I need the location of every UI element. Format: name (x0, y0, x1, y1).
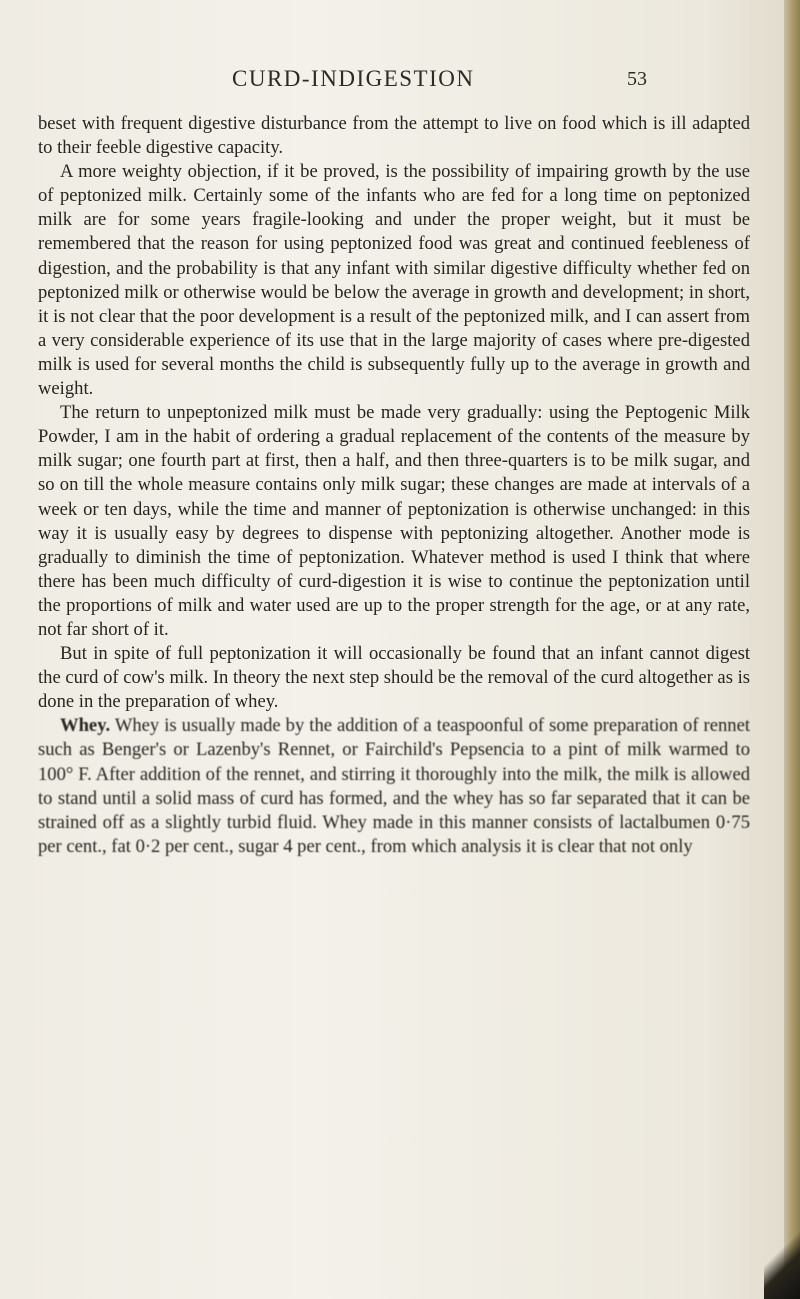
page-edge-shadow (784, 0, 800, 1299)
paragraph-4: But in spite of full peptonization it will occasionally be found that an infant cannot digest the curd of cow's milk. In theory the next step should be the removal of the curd altogether as is done in the preparation of whey. (38, 643, 750, 713)
paragraph-2: A more weighty objection, if it be proved, is the possibility of impairing growth by the use of peptonized milk. Certainly some of the infants who are fed for a long time on peptonized milk are for some years fragile-looking and under the proper weight, but it must be remembered that the reason for using peptonized food was great and continued feebleness of digestion, and the probability is that any infant with similar digestive difficulty whether fed on peptonized milk or otherwise would be below the average in growth and development; in short, it is not clear that the poor development is a result of the peptonized milk, and I can assert from a very considerable experience of its use that in the large majority of cases where pre-digested milk is used for several months the child is subsequently fully up to the average in growth and weight. (38, 161, 750, 400)
body-text (38, 112, 750, 859)
page-corner-shadow (764, 1220, 800, 1299)
page-header (0, 66, 784, 106)
running-head: CURD-INDIGESTION (232, 66, 475, 91)
page-number: 53 (627, 68, 647, 90)
paragraph-5 (38, 714, 750, 859)
paragraph-3: The return to unpeptonized milk must be made very gradually: using the Peptogenic Milk Powder, I am in the habit of ordering a gradual replacement of the contents of the measure by milk sugar; one fourth part at first, then a half, and then three-quarters is to be milk sugar, and so on till the whole measure contains only milk sugar; these changes are made at intervals of a week or ten days, while the time and manner of peptonization is otherwise unchanged: in this way it is usually easy by degrees to dispense with peptonizing altogether. Another mode is gradually to diminish the time of peptonization. Whatever method is used I think that where there has been much difficulty of curd-digestion it is wise to continue the peptonization until the proportions of milk and water used are up to the proper strength for the age, or at any rate, not far short of it. (38, 402, 750, 640)
whey-heading: Whey. (60, 715, 111, 737)
paragraph-5-text: Whey is usually made by the addition of a teaspoonful of some preparation of rennet such as Benger's or Lazenby's Rennet, or Fairchild's Pepsencia to a pint of milk warmed to 100° F. After addition of the rennet, and stirring it thoroughly into the milk, the milk is allowed to stand until a solid mass of curd has formed, and the whey has so far separated that it can be strained off as a slightly turbid fluid. Whey made in this manner consists of lactalbumen 0·75 per cent., fat 0·2 per cent., sugar 4 per cent., from which analysis it is clear that not only (38, 715, 751, 857)
paragraph-1: beset with frequent digestive disturbance from the attempt to live on food which is ill adapted to their feeble digestive capacity. (38, 113, 750, 159)
